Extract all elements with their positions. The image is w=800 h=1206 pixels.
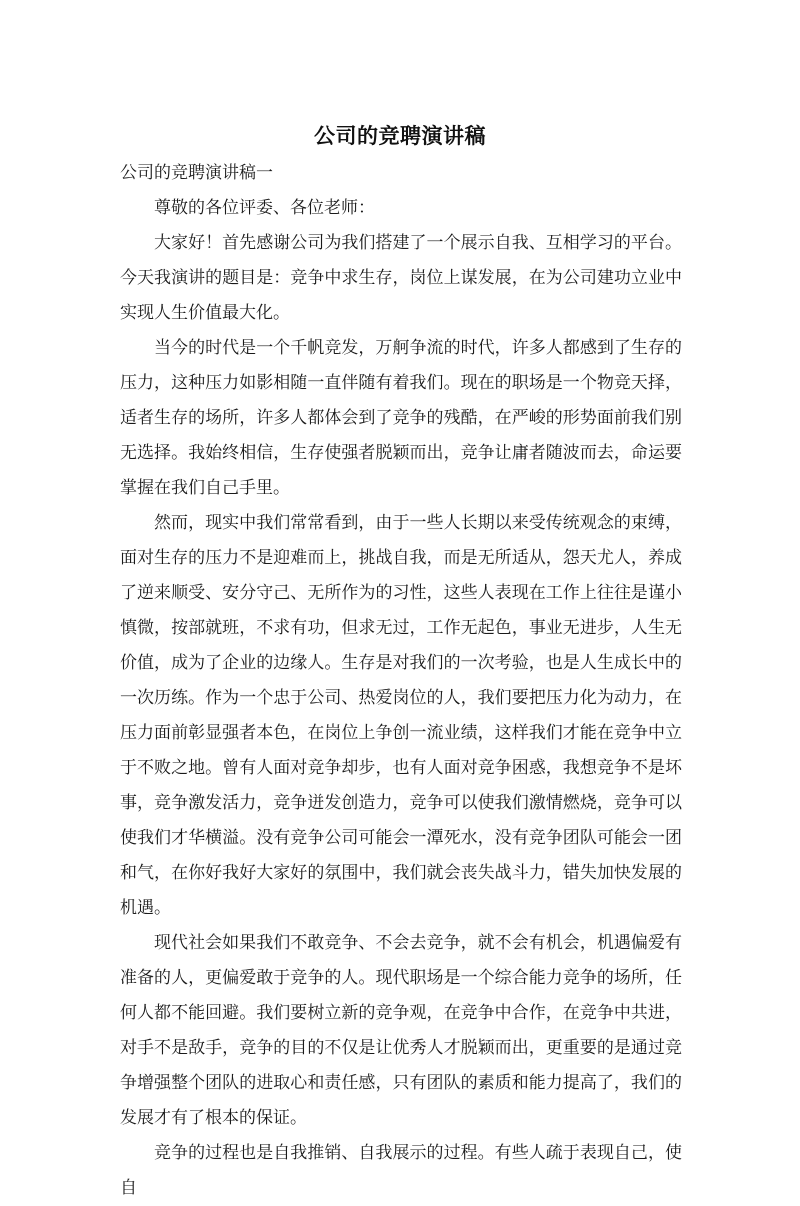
document-body — [120, 156, 682, 1206]
paragraph-era: 当今的时代是一个千帆竞发，万舸争流的时代，许多人都感到了生存的压力，这种压力如影相随一直伴随有着我们。现在的职场是一个物竞天择，适者生存的场所，许多人都体会到了竞争的残酷，在严峻的形势面前我们别无选择。我始终相信，生存使强者脱颖而出，竞争让庸者随波而去，命运要掌握在我们自己手里。 — [120, 338, 682, 498]
document-title: 公司的竞聘演讲稿 — [314, 124, 486, 148]
paragraph-salutation: 尊敬的各位评委、各位老师： — [154, 198, 375, 218]
paragraph-reality: 然而，现实中我们常常看到，由于一些人长期以来受传统观念的束缚，面对生存的压力不是迎难而上，挑战自我，而是无所适从，怨天尤人，养成了逆来顺受、安分守己、无所作为的习性，这些人表现在工作上往往是谨小慎微，按部就班，不求有功，但求无过，工作无起色，事业无进步，人生无价值，成为了企业的边缘人。生存是对我们的一次考验，也是人生成长中的一次历练。作为一个忠于公司、热爱岗位的人，我们要把压力化为动力，在压力面前彰显强者本色，在岗位上争创一流业绩，这样我们才能在竞争中立于不败之地。曾有人面对竞争却步，也有人面对竞争困惑，我想竞争不是坏事，竞争激发活力，竞争迸发创造力，竞争可以使我们激情燃烧，竞争可以使我们才华横溢。没有竞争公司可能会一潭死水，没有竞争团队可能会一团和气，在你好我好大家好的氛围中，我们就会丧失战斗力，错失加快发展的机遇。 — [120, 513, 682, 918]
paragraph-self-promotion: 竞争的过程也是自我推销、自我展示的过程。有些人疏于表现自己，使自 — [120, 1143, 682, 1198]
paragraph-greeting: 大家好！首先感谢公司为我们搭建了一个展示自我、互相学习的平台。今天我演讲的题目是：竞争中求生存，岗位上谋发展，在为公司建功立业中实现人生价值最大化。 — [120, 233, 682, 323]
paragraph-modern-society: 现代社会如果我们不敢竞争、不会去竞争，就不会有机会，机遇偏爱有准备的人，更偏爱敢于竞争的人。现代职场是一个综合能力竞争的场所，任何人都不能回避。我们要树立新的竞争观，在竞争中合作，在竞争中共进，对手不是敌手，竞争的目的不仅是让优秀人才脱颖而出，更重要的是通过竞争增强整个团队的进取心和责任感，只有团队的素质和能力提高了，我们的发展才有了根本的保证。 — [120, 933, 682, 1128]
section-heading: 公司的竞聘演讲稿一 — [120, 163, 273, 183]
